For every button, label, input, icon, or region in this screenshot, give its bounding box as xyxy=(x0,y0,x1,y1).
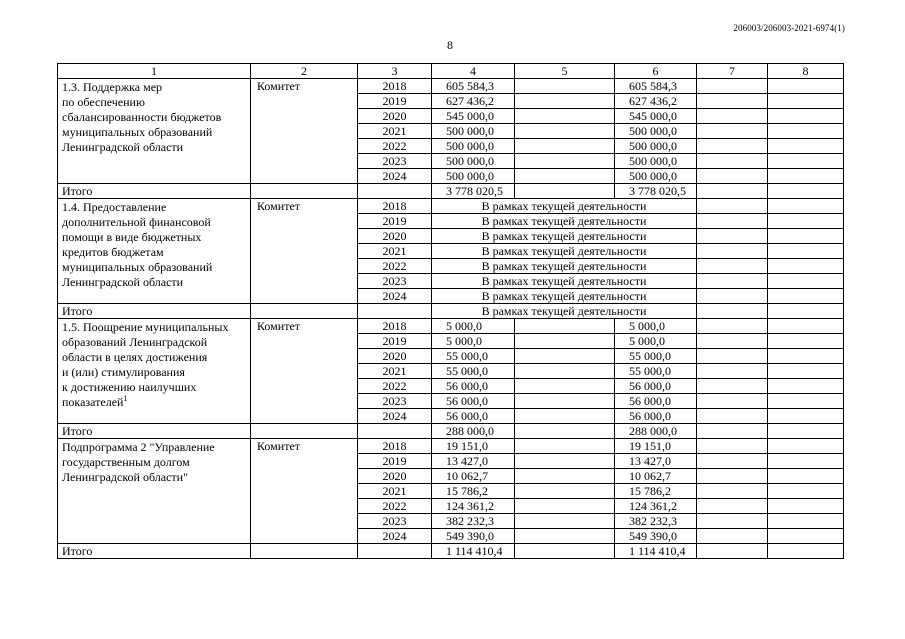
empty-cell xyxy=(768,184,844,199)
year-cell: 2023 xyxy=(358,514,432,529)
federal-funding-cell xyxy=(515,139,615,154)
regional-funding-cell: 500 000,0 xyxy=(615,154,697,169)
other-funding-cell xyxy=(768,124,844,139)
empty-cell xyxy=(768,424,844,439)
empty-cell xyxy=(251,304,358,319)
note-cell: В рамках текущей деятельности xyxy=(432,244,697,259)
year-cell: 2018 xyxy=(358,199,432,214)
regional-funding-cell: 55 000,0 xyxy=(615,364,697,379)
local-funding-cell xyxy=(697,334,768,349)
other-funding-cell xyxy=(768,439,844,454)
local-funding-cell xyxy=(697,139,768,154)
description-line: муниципальных образований xyxy=(62,125,213,139)
responsible-body: Комитет xyxy=(251,319,358,424)
other-funding-cell xyxy=(768,364,844,379)
empty-cell xyxy=(251,544,358,559)
empty-cell xyxy=(697,424,768,439)
other-funding-cell xyxy=(768,499,844,514)
column-header: 1 xyxy=(58,64,251,79)
regional-funding-cell: 5 000,0 xyxy=(615,319,697,334)
year-cell: 2024 xyxy=(358,289,432,304)
note-cell: В рамках текущей деятельности xyxy=(432,289,697,304)
regional-funding-cell: 56 000,0 xyxy=(615,394,697,409)
regional-funding-cell: 500 000,0 xyxy=(615,169,697,184)
federal-funding-cell xyxy=(515,154,615,169)
local-funding-cell xyxy=(697,319,768,334)
total-funding-cell: 500 000,0 xyxy=(432,124,515,139)
empty-cell xyxy=(697,184,768,199)
regional-funding-cell: 55 000,0 xyxy=(615,349,697,364)
measure-description xyxy=(58,439,251,544)
table-row xyxy=(58,439,844,454)
other-funding-cell xyxy=(768,259,844,274)
empty-cell xyxy=(358,544,432,559)
total-label: Итого xyxy=(58,184,251,199)
federal-funding-cell xyxy=(515,79,615,94)
total-funding-cell: 5 000,0 xyxy=(432,334,515,349)
note-cell: В рамках текущей деятельности xyxy=(432,199,697,214)
empty-cell xyxy=(251,184,358,199)
description-line: и (или) стимулирования xyxy=(62,365,185,379)
empty-cell xyxy=(358,184,432,199)
local-funding-cell xyxy=(697,514,768,529)
total-funding-cell: 605 584,3 xyxy=(432,79,515,94)
total-row xyxy=(58,424,844,439)
responsible-body: Комитет xyxy=(251,199,358,304)
regional-funding-cell: 124 361,2 xyxy=(615,499,697,514)
federal-funding-cell xyxy=(515,454,615,469)
federal-funding-cell xyxy=(515,109,615,124)
other-funding-cell xyxy=(768,274,844,289)
regional-funding-cell: 15 786,2 xyxy=(615,484,697,499)
description-line: кредитов бюджетам xyxy=(62,245,164,259)
total-funding-cell: 500 000,0 xyxy=(432,154,515,169)
local-funding-cell xyxy=(697,454,768,469)
empty-cell xyxy=(251,424,358,439)
year-cell: 2019 xyxy=(358,94,432,109)
empty-cell xyxy=(358,424,432,439)
federal-funding-cell xyxy=(515,529,615,544)
other-funding-cell xyxy=(768,94,844,109)
other-funding-cell xyxy=(768,484,844,499)
description-line: Ленинградской области" xyxy=(62,470,188,484)
other-funding-cell xyxy=(768,214,844,229)
regional-funding-cell: 605 584,3 xyxy=(615,79,697,94)
measure-description xyxy=(58,319,251,424)
regional-funding-cell: 627 436,2 xyxy=(615,94,697,109)
federal-funding-cell xyxy=(515,334,615,349)
federal-funding-cell xyxy=(515,514,615,529)
note-cell: В рамках текущей деятельности xyxy=(432,229,697,244)
measure-description xyxy=(58,199,251,304)
federal-funding-cell xyxy=(515,409,615,424)
description-line: показателей xyxy=(62,395,124,409)
note-cell: В рамках текущей деятельности xyxy=(432,214,697,229)
description-line: 1.4. Предоставление xyxy=(62,200,167,214)
total-row xyxy=(58,184,844,199)
note-cell: В рамках текущей деятельности xyxy=(432,274,697,289)
other-funding-cell xyxy=(768,409,844,424)
federal-funding-cell xyxy=(515,379,615,394)
empty-cell xyxy=(515,184,615,199)
local-funding-cell xyxy=(697,484,768,499)
local-funding-cell xyxy=(697,154,768,169)
local-funding-cell xyxy=(697,109,768,124)
total-funding-cell: 549 390,0 xyxy=(432,529,515,544)
total-sum-cell: 288 000,0 xyxy=(432,424,515,439)
empty-cell xyxy=(768,304,844,319)
empty-cell xyxy=(358,304,432,319)
budget-table xyxy=(57,63,844,559)
year-cell: 2019 xyxy=(358,454,432,469)
year-cell: 2022 xyxy=(358,379,432,394)
year-cell: 2021 xyxy=(358,364,432,379)
total-sum-cell: 1 114 410,4 xyxy=(615,544,697,559)
empty-cell xyxy=(697,304,768,319)
other-funding-cell xyxy=(768,289,844,304)
regional-funding-cell: 5 000,0 xyxy=(615,334,697,349)
year-cell: 2018 xyxy=(358,79,432,94)
local-funding-cell xyxy=(697,499,768,514)
other-funding-cell xyxy=(768,334,844,349)
local-funding-cell xyxy=(697,364,768,379)
year-cell: 2021 xyxy=(358,244,432,259)
column-header: 7 xyxy=(697,64,768,79)
other-funding-cell xyxy=(768,379,844,394)
table-row xyxy=(58,79,844,94)
total-funding-cell: 13 427,0 xyxy=(432,454,515,469)
total-note-cell: В рамках текущей деятельности xyxy=(432,304,697,319)
regional-funding-cell: 549 390,0 xyxy=(615,529,697,544)
local-funding-cell xyxy=(697,244,768,259)
local-funding-cell xyxy=(697,469,768,484)
federal-funding-cell xyxy=(515,349,615,364)
document-id: 206003/206003-2021-6974(1) xyxy=(733,23,845,33)
total-funding-cell: 545 000,0 xyxy=(432,109,515,124)
local-funding-cell xyxy=(697,439,768,454)
other-funding-cell xyxy=(768,469,844,484)
responsible-body: Комитет xyxy=(251,79,358,184)
regional-funding-cell: 382 232,3 xyxy=(615,514,697,529)
regional-funding-cell: 500 000,0 xyxy=(615,124,697,139)
other-funding-cell xyxy=(768,199,844,214)
total-funding-cell: 56 000,0 xyxy=(432,409,515,424)
federal-funding-cell xyxy=(515,499,615,514)
year-cell: 2018 xyxy=(358,439,432,454)
other-funding-cell xyxy=(768,244,844,259)
description-line: области в целях достижения xyxy=(62,350,208,364)
empty-cell xyxy=(697,544,768,559)
total-row xyxy=(58,544,844,559)
description-line: к достижению наилучших xyxy=(62,380,197,394)
empty-cell xyxy=(515,424,615,439)
description-line: 1.3. Поддержка мер xyxy=(62,80,163,94)
total-sum-cell: 3 778 020,5 xyxy=(615,184,697,199)
year-cell: 2024 xyxy=(358,529,432,544)
other-funding-cell xyxy=(768,529,844,544)
federal-funding-cell xyxy=(515,394,615,409)
local-funding-cell xyxy=(697,214,768,229)
total-funding-cell: 56 000,0 xyxy=(432,379,515,394)
total-sum-cell: 288 000,0 xyxy=(615,424,697,439)
description-line: Подпрограмма 2 "Управление xyxy=(62,440,215,454)
local-funding-cell xyxy=(697,94,768,109)
local-funding-cell xyxy=(697,79,768,94)
total-funding-cell: 55 000,0 xyxy=(432,364,515,379)
federal-funding-cell xyxy=(515,484,615,499)
column-header: 8 xyxy=(768,64,844,79)
other-funding-cell xyxy=(768,394,844,409)
local-funding-cell xyxy=(697,199,768,214)
column-header: 6 xyxy=(615,64,697,79)
local-funding-cell xyxy=(697,349,768,364)
table-row xyxy=(58,199,844,214)
other-funding-cell xyxy=(768,169,844,184)
local-funding-cell xyxy=(697,289,768,304)
column-header: 5 xyxy=(515,64,615,79)
footnote-marker: 1 xyxy=(123,394,128,403)
federal-funding-cell xyxy=(515,469,615,484)
year-cell: 2022 xyxy=(358,499,432,514)
description-line: дополнительной финансовой xyxy=(62,215,211,229)
total-sum-cell: 3 778 020,5 xyxy=(432,184,515,199)
other-funding-cell xyxy=(768,319,844,334)
description-line: 1.5. Поощрение муниципальных xyxy=(62,320,229,334)
total-label: Итого xyxy=(58,424,251,439)
description-line: помощи в виде бюджетных xyxy=(62,230,202,244)
other-funding-cell xyxy=(768,514,844,529)
table-row xyxy=(58,319,844,334)
other-funding-cell xyxy=(768,229,844,244)
year-cell: 2020 xyxy=(358,349,432,364)
total-label: Итого xyxy=(58,544,251,559)
local-funding-cell xyxy=(697,394,768,409)
local-funding-cell xyxy=(697,529,768,544)
federal-funding-cell xyxy=(515,439,615,454)
federal-funding-cell xyxy=(515,319,615,334)
total-funding-cell: 5 000,0 xyxy=(432,319,515,334)
description-line: образований Ленинградской xyxy=(62,335,208,349)
column-header: 2 xyxy=(251,64,358,79)
other-funding-cell xyxy=(768,349,844,364)
description-line: государственным долгом xyxy=(62,455,190,469)
federal-funding-cell xyxy=(515,169,615,184)
total-funding-cell: 15 786,2 xyxy=(432,484,515,499)
other-funding-cell xyxy=(768,454,844,469)
local-funding-cell xyxy=(697,274,768,289)
other-funding-cell xyxy=(768,139,844,154)
regional-funding-cell: 13 427,0 xyxy=(615,454,697,469)
year-cell: 2019 xyxy=(358,334,432,349)
year-cell: 2023 xyxy=(358,154,432,169)
table-header-row xyxy=(58,64,844,79)
year-cell: 2018 xyxy=(358,319,432,334)
year-cell: 2022 xyxy=(358,259,432,274)
empty-cell xyxy=(768,544,844,559)
year-cell: 2019 xyxy=(358,214,432,229)
year-cell: 2023 xyxy=(358,274,432,289)
year-cell: 2024 xyxy=(358,169,432,184)
total-funding-cell: 500 000,0 xyxy=(432,139,515,154)
regional-funding-cell: 500 000,0 xyxy=(615,139,697,154)
other-funding-cell xyxy=(768,79,844,94)
total-funding-cell: 382 232,3 xyxy=(432,514,515,529)
column-header: 4 xyxy=(432,64,515,79)
total-funding-cell: 10 062,7 xyxy=(432,469,515,484)
local-funding-cell xyxy=(697,124,768,139)
description-line: по обеспечению xyxy=(62,95,145,109)
description-line: Ленинградской области xyxy=(62,275,184,289)
local-funding-cell xyxy=(697,229,768,244)
total-funding-cell: 19 151,0 xyxy=(432,439,515,454)
regional-funding-cell: 545 000,0 xyxy=(615,109,697,124)
federal-funding-cell xyxy=(515,364,615,379)
local-funding-cell xyxy=(697,259,768,274)
year-cell: 2023 xyxy=(358,394,432,409)
total-sum-cell: 1 114 410,4 xyxy=(432,544,515,559)
measure-description xyxy=(58,79,251,184)
total-funding-cell: 500 000,0 xyxy=(432,169,515,184)
regional-funding-cell: 56 000,0 xyxy=(615,379,697,394)
total-funding-cell: 627 436,2 xyxy=(432,94,515,109)
note-cell: В рамках текущей деятельности xyxy=(432,259,697,274)
federal-funding-cell xyxy=(515,94,615,109)
responsible-body: Комитет xyxy=(251,439,358,544)
year-cell: 2021 xyxy=(358,484,432,499)
regional-funding-cell: 10 062,7 xyxy=(615,469,697,484)
total-funding-cell: 56 000,0 xyxy=(432,394,515,409)
local-funding-cell xyxy=(697,169,768,184)
year-cell: 2020 xyxy=(358,109,432,124)
year-cell: 2022 xyxy=(358,139,432,154)
page-number: 8 xyxy=(447,38,453,52)
column-header: 3 xyxy=(358,64,432,79)
other-funding-cell xyxy=(768,109,844,124)
federal-funding-cell xyxy=(515,124,615,139)
description-line: муниципальных образований xyxy=(62,260,213,274)
total-row xyxy=(58,304,844,319)
local-funding-cell xyxy=(697,379,768,394)
total-funding-cell: 55 000,0 xyxy=(432,349,515,364)
total-label: Итого xyxy=(58,304,251,319)
description-line: Ленинградской области xyxy=(62,140,184,154)
local-funding-cell xyxy=(697,409,768,424)
year-cell: 2020 xyxy=(358,469,432,484)
regional-funding-cell: 19 151,0 xyxy=(615,439,697,454)
total-funding-cell: 124 361,2 xyxy=(432,499,515,514)
empty-cell xyxy=(515,544,615,559)
regional-funding-cell: 56 000,0 xyxy=(615,409,697,424)
description-line: сбалансированности бюджетов xyxy=(62,110,222,124)
year-cell: 2020 xyxy=(358,229,432,244)
year-cell: 2024 xyxy=(358,409,432,424)
year-cell: 2021 xyxy=(358,124,432,139)
other-funding-cell xyxy=(768,154,844,169)
